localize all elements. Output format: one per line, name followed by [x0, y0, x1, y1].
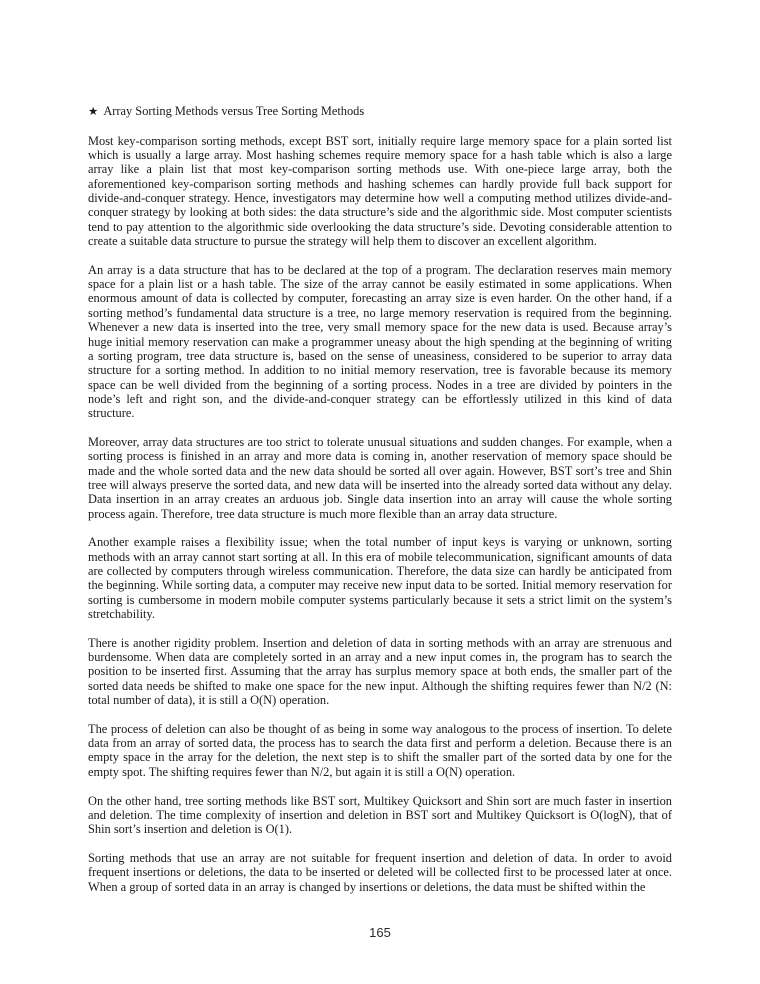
paragraph: Another example raises a flexibility issue; when the total number of input keys is varying or unknown, sorting methods with an array cannot start sorting at all. In this era of mobile telecommunication, significant amounts of data are collected by computers through wireless communication. Therefore, the data size can hardly be anticipated from the beginning. While sorting data, a computer may receive new input data to be sorted. Initial memory reservation for sorting is cumbersome in modern mobile computer systems particularly because it sets a strict limit on the system’s stretchability. — [88, 535, 672, 622]
paragraph: On the other hand, tree sorting methods like BST sort, Multikey Quicksort and Shin sort are much faster in insertion and deletion. The time complexity of insertion and deletion in BST sort and Multikey Quicksort is O(logN), that of Shin sort’s insertion and deletion is O(1). — [88, 793, 672, 837]
star-icon: ★ — [88, 106, 99, 118]
paragraph: Sorting methods that use an array are not suitable for frequent insertion and deletion of data. In order to avoid frequent insertions or deletions, the data to be inserted or deleted will be collected first to be processed later at once. When a group of sorted data in an array is changed by insertions or deletions, the data must be shifted within the — [88, 850, 672, 894]
paragraph: The process of deletion can also be thought of as being in some way analogous to the process of insertion. To delete data from an array of sorted data, the process has to search the data first and perform a deletion. Because there is an empty space in the array for the deletion, the next step is to shift the smaller part of the sorted data by one for the empty spot. The shifting requires fewer than N/2, but again it is still a O(N) operation. — [88, 721, 672, 779]
page-number: 165 — [369, 924, 391, 940]
section-heading — [88, 104, 672, 119]
section-heading-text: Array Sorting Methods versus Tree Sorting Methods — [103, 104, 365, 118]
paragraph: An array is a data structure that has to be declared at the top of a program. The declaration reserves main memory space for a plain list or a hash table. The size of the array cannot be easily estimated in some applications. When enormous amount of data is collected by computer, forecasting an array size is even harder. On the other hand, if a sorting method’s fundamental data structure is a tree, no large memory reservation is required from the beginning. Whenever a new data is inserted into the tree, very small memory space for the new data is used. Because array’s huge initial memory reservation can make a programmer uneasy about the high spending at the beginning of writing a sorting program, tree data structure is, based on the sense of uneasiness, considered to be superior to array data structure for a sorting method. In addition to no initial memory reservation, tree is favorable because its memory space can be well divided from the beginning of a sorting process. Nodes in a tree are divided by pointers in the node’s left and right son, and the divide-and-conquer strategy can be effortlessly utilized in this kind of data structure. — [88, 262, 672, 421]
paragraph: Most key-comparison sorting methods, except BST sort, initially require large memory space for a plain sorted list which is usually a large array. Most hashing schemes require memory space for a hash table which is also a large array like a plain list that most key-comparison sorting methods use. With one-piece large array, both the aforementioned key-comparison sorting methods and hashing schemes can hardly provide full back support for divide-and-conquer strategy. Hence, investigators may determine how well a computing method utilizes divide-and-conquer strategy by looking at both sides: the data structure’s side and the algorithmic side. Most computer scientists tend to pay attention to the algorithmic side overlooking the data structure’s side. Devoting considerable attention to create a suitable data structure to pursue the strategy will help them to discover an excellent algorithm. — [88, 133, 672, 249]
paragraph: There is another rigidity problem. Insertion and deletion of data in sorting methods with an array are strenuous and burdensome. When data are completely sorted in an array and a new input comes in, the program has to search the position to be inserted first. Assuming that the array has surplus memory space at both ends, the smaller part of the sorted data needs be shifted to make one space for the new input. Although the shifting requires fewer than N/2 (N: total number of data), it is still a O(N) operation. — [88, 635, 672, 708]
paragraph: Moreover, array data structures are too strict to tolerate unusual situations and sudden changes. For example, when a sorting process is finished in an array and more data is coming in, another reservation of memory space should be made and the whole sorted data and the new data should be sorted all over again. However, BST sort’s tree and Shin tree will always preserve the sorted data, and new data will be inserted into the already sorted data without any delay. Data insertion in an array creates an arduous job. Single data insertion into an array will cause the whole sorting process again. Therefore, tree data structure is much more flexible than an array data structure. — [88, 434, 672, 521]
